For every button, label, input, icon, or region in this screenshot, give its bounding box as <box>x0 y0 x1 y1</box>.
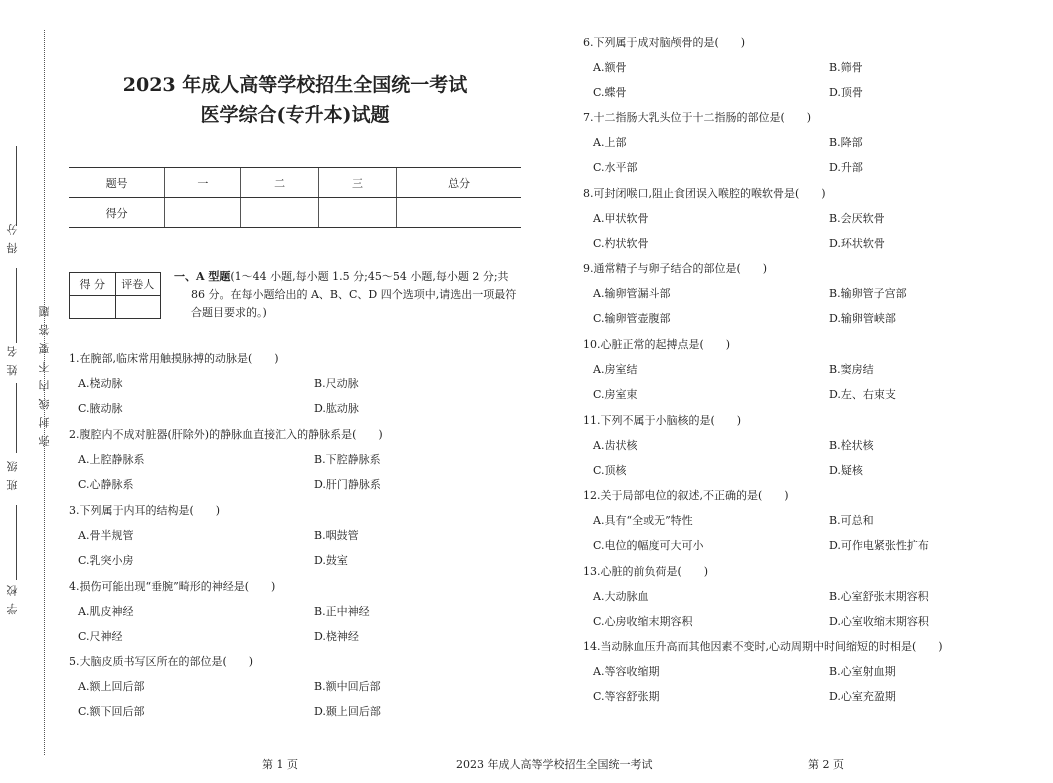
score-table <box>69 167 521 228</box>
field-line-name <box>16 268 17 343</box>
question-14-option-d[interactable]: D.心室充盈期 <box>829 690 896 703</box>
field-line-school <box>16 505 17 580</box>
field-label-school: 学 校 <box>6 583 19 615</box>
question-4-option-b[interactable]: B.正中神经 <box>314 605 370 618</box>
question-4-option-d[interactable]: D.桡神经 <box>314 630 359 643</box>
question-13-option-c[interactable]: C.心房收缩末期容积 <box>593 615 693 628</box>
question-11-option-a[interactable]: A.齿状核 <box>593 439 638 452</box>
question-stem-6: 6.下列属于成对脑颅骨的是( ) <box>583 36 746 49</box>
field-label-name: 姓 名 <box>6 344 19 376</box>
question-5-option-a[interactable]: A.额上回后部 <box>78 680 145 693</box>
question-3-option-d[interactable]: D.鼓室 <box>314 554 348 567</box>
question-6-option-d[interactable]: D.顶骨 <box>829 86 863 99</box>
question-stem-14: 14.当动脉血压升高而其他因素不变时,心动周期中时间缩短的时相是( ) <box>583 640 943 653</box>
question-stem-5: 5.大脑皮质书写区所在的部位是( ) <box>69 655 254 668</box>
question-2-option-b[interactable]: B.下腔静脉系 <box>314 453 381 466</box>
instructions-line3: 合题目要求的。) <box>191 306 267 319</box>
question-5-option-b[interactable]: B.额中回后部 <box>314 680 381 693</box>
seal-notice: 弥 封 线 内 不 要 答 题 <box>38 304 51 447</box>
question-1-option-b[interactable]: B.尺动脉 <box>314 377 359 390</box>
question-2-option-a[interactable]: A.上腔静脉系 <box>78 453 145 466</box>
question-9-option-d[interactable]: D.输卵管峡部 <box>829 312 896 325</box>
question-stem-11: 11.下列不属于小脑核的是( ) <box>583 414 742 427</box>
score-cell-part3[interactable] <box>318 198 396 228</box>
question-stem-8: 8.可封闭喉口,阻止食团误入喉腔的喉软骨是( ) <box>583 187 826 200</box>
question-6-option-a[interactable]: A.额骨 <box>593 61 627 74</box>
score-cell-part1[interactable] <box>165 198 241 228</box>
question-stem-2: 2.腹腔内不成对脏器(肝除外)的静脉血直接汇入的静脉系是( ) <box>69 428 383 441</box>
grader-name-cell[interactable] <box>115 296 161 319</box>
question-8-option-c[interactable]: C.杓状软骨 <box>593 237 649 250</box>
question-5-option-d[interactable]: D.颞上回后部 <box>314 705 381 718</box>
score-header-part1: 一 <box>165 168 241 198</box>
question-13-option-d[interactable]: D.心室收缩末期容积 <box>829 615 929 628</box>
question-1-option-c[interactable]: C.腋动脉 <box>78 402 123 415</box>
question-3-option-b[interactable]: B.咽鼓管 <box>314 529 359 542</box>
question-14-option-c[interactable]: C.等容舒张期 <box>593 690 660 703</box>
section-heading: 一、A 型题 <box>174 270 231 283</box>
question-9-option-a[interactable]: A.输卵管漏斗部 <box>593 287 671 300</box>
question-3-option-a[interactable]: A.骨半规管 <box>78 529 134 542</box>
question-8-option-b[interactable]: B.会厌软骨 <box>829 212 885 225</box>
footer-page-left: 第 1 页 <box>262 758 298 771</box>
score-header-label: 题号 <box>69 168 165 198</box>
question-stem-10: 10.心脏正常的起搏点是( ) <box>583 338 731 351</box>
instructions-line2: 86 分。在每小题给出的 A、B、C、D 四个选项中,请选出一项最符 <box>191 288 517 301</box>
question-8-option-a[interactable]: A.甲状软骨 <box>593 212 649 225</box>
question-6-option-b[interactable]: B.筛骨 <box>829 61 863 74</box>
question-11-option-d[interactable]: D.疑核 <box>829 464 863 477</box>
field-line-class <box>16 383 17 453</box>
score-header-total: 总分 <box>397 168 521 198</box>
score-header-part3: 三 <box>318 168 396 198</box>
question-14-option-a[interactable]: A.等容收缩期 <box>593 665 660 678</box>
question-4-option-c[interactable]: C.尺神经 <box>78 630 123 643</box>
question-13-option-b[interactable]: B.心室舒张末期容积 <box>829 590 929 603</box>
question-10-option-a[interactable]: A.房室结 <box>593 363 638 376</box>
grader-score-label: 得 分 <box>70 273 116 296</box>
instructions-line1: (1～44 小题,每小题 1.5 分;45～54 小题,每小题 2 分;共 <box>230 270 509 283</box>
question-stem-7: 7.十二指肠大乳头位于十二指肠的部位是( ) <box>583 111 812 124</box>
question-13-option-a[interactable]: A.大动脉血 <box>593 590 649 603</box>
question-1-option-a[interactable]: A.桡动脉 <box>78 377 123 390</box>
question-5-option-c[interactable]: C.额下回后部 <box>78 705 145 718</box>
section-instructions <box>174 268 516 322</box>
question-9-option-b[interactable]: B.输卵管子宫部 <box>829 287 907 300</box>
exam-title: 2023 年成人高等学校招生全国统一考试 <box>122 74 468 96</box>
question-stem-9: 9.通常精子与卵子结合的部位是( ) <box>583 262 768 275</box>
question-6-option-c[interactable]: C.蝶骨 <box>593 86 627 99</box>
question-14-option-b[interactable]: B.心室射血期 <box>829 665 896 678</box>
question-7-option-d[interactable]: D.升部 <box>829 161 863 174</box>
question-2-option-d[interactable]: D.肝门静脉系 <box>314 478 381 491</box>
question-1-option-d[interactable]: D.肱动脉 <box>314 402 359 415</box>
question-7-option-c[interactable]: C.水平部 <box>593 161 638 174</box>
question-10-option-c[interactable]: C.房室束 <box>593 388 638 401</box>
question-stem-12: 12.关于局部电位的叙述,不正确的是( ) <box>583 489 789 502</box>
score-header-part2: 二 <box>241 168 318 198</box>
grader-name-label: 评卷人 <box>115 273 161 296</box>
question-11-option-c[interactable]: C.顶核 <box>593 464 627 477</box>
question-7-option-a[interactable]: A.上部 <box>593 136 627 149</box>
footer-page-right: 第 2 页 <box>808 758 844 771</box>
question-11-option-b[interactable]: B.栓状核 <box>829 439 874 452</box>
question-7-option-b[interactable]: B.降部 <box>829 136 863 149</box>
question-stem-3: 3.下列属于内耳的结构是( ) <box>69 504 221 517</box>
question-3-option-c[interactable]: C.乳突小房 <box>78 554 134 567</box>
grader-score-cell[interactable] <box>70 296 116 319</box>
score-cell-part2[interactable] <box>241 198 318 228</box>
score-cell-total[interactable] <box>397 198 521 228</box>
question-12-option-c[interactable]: C.电位的幅度可大可小 <box>593 539 704 552</box>
question-2-option-c[interactable]: C.心静脉系 <box>78 478 134 491</box>
question-8-option-d[interactable]: D.环状软骨 <box>829 237 885 250</box>
question-stem-1: 1.在腕部,临床常用触摸脉搏的动脉是( ) <box>69 352 279 365</box>
question-10-option-d[interactable]: D.左、右束支 <box>829 388 896 401</box>
field-label-class: 班 级 <box>6 459 19 491</box>
question-stem-4: 4.损伤可能出现“垂腕”畸形的神经是( ) <box>69 580 276 593</box>
question-stem-13: 13.心脏的前负荷是( ) <box>583 565 709 578</box>
exam-subtitle: 医学综合(专升本)试题 <box>200 104 390 126</box>
question-12-option-b[interactable]: B.可总和 <box>829 514 874 527</box>
question-4-option-a[interactable]: A.肌皮神经 <box>78 605 134 618</box>
question-12-option-d[interactable]: D.可作电紧张性扩布 <box>829 539 929 552</box>
question-9-option-c[interactable]: C.输卵管壶腹部 <box>593 312 671 325</box>
field-line-score <box>16 146 17 226</box>
question-10-option-b[interactable]: B.窦房结 <box>829 363 874 376</box>
grader-table <box>69 272 161 319</box>
question-12-option-a[interactable]: A.具有“全或无”特性 <box>593 514 693 527</box>
footer-exam-name: 2023 年成人高等学校招生全国统一考试 <box>456 758 653 771</box>
field-label-score: 得 分 <box>6 222 19 254</box>
score-row-label: 得分 <box>69 198 165 228</box>
